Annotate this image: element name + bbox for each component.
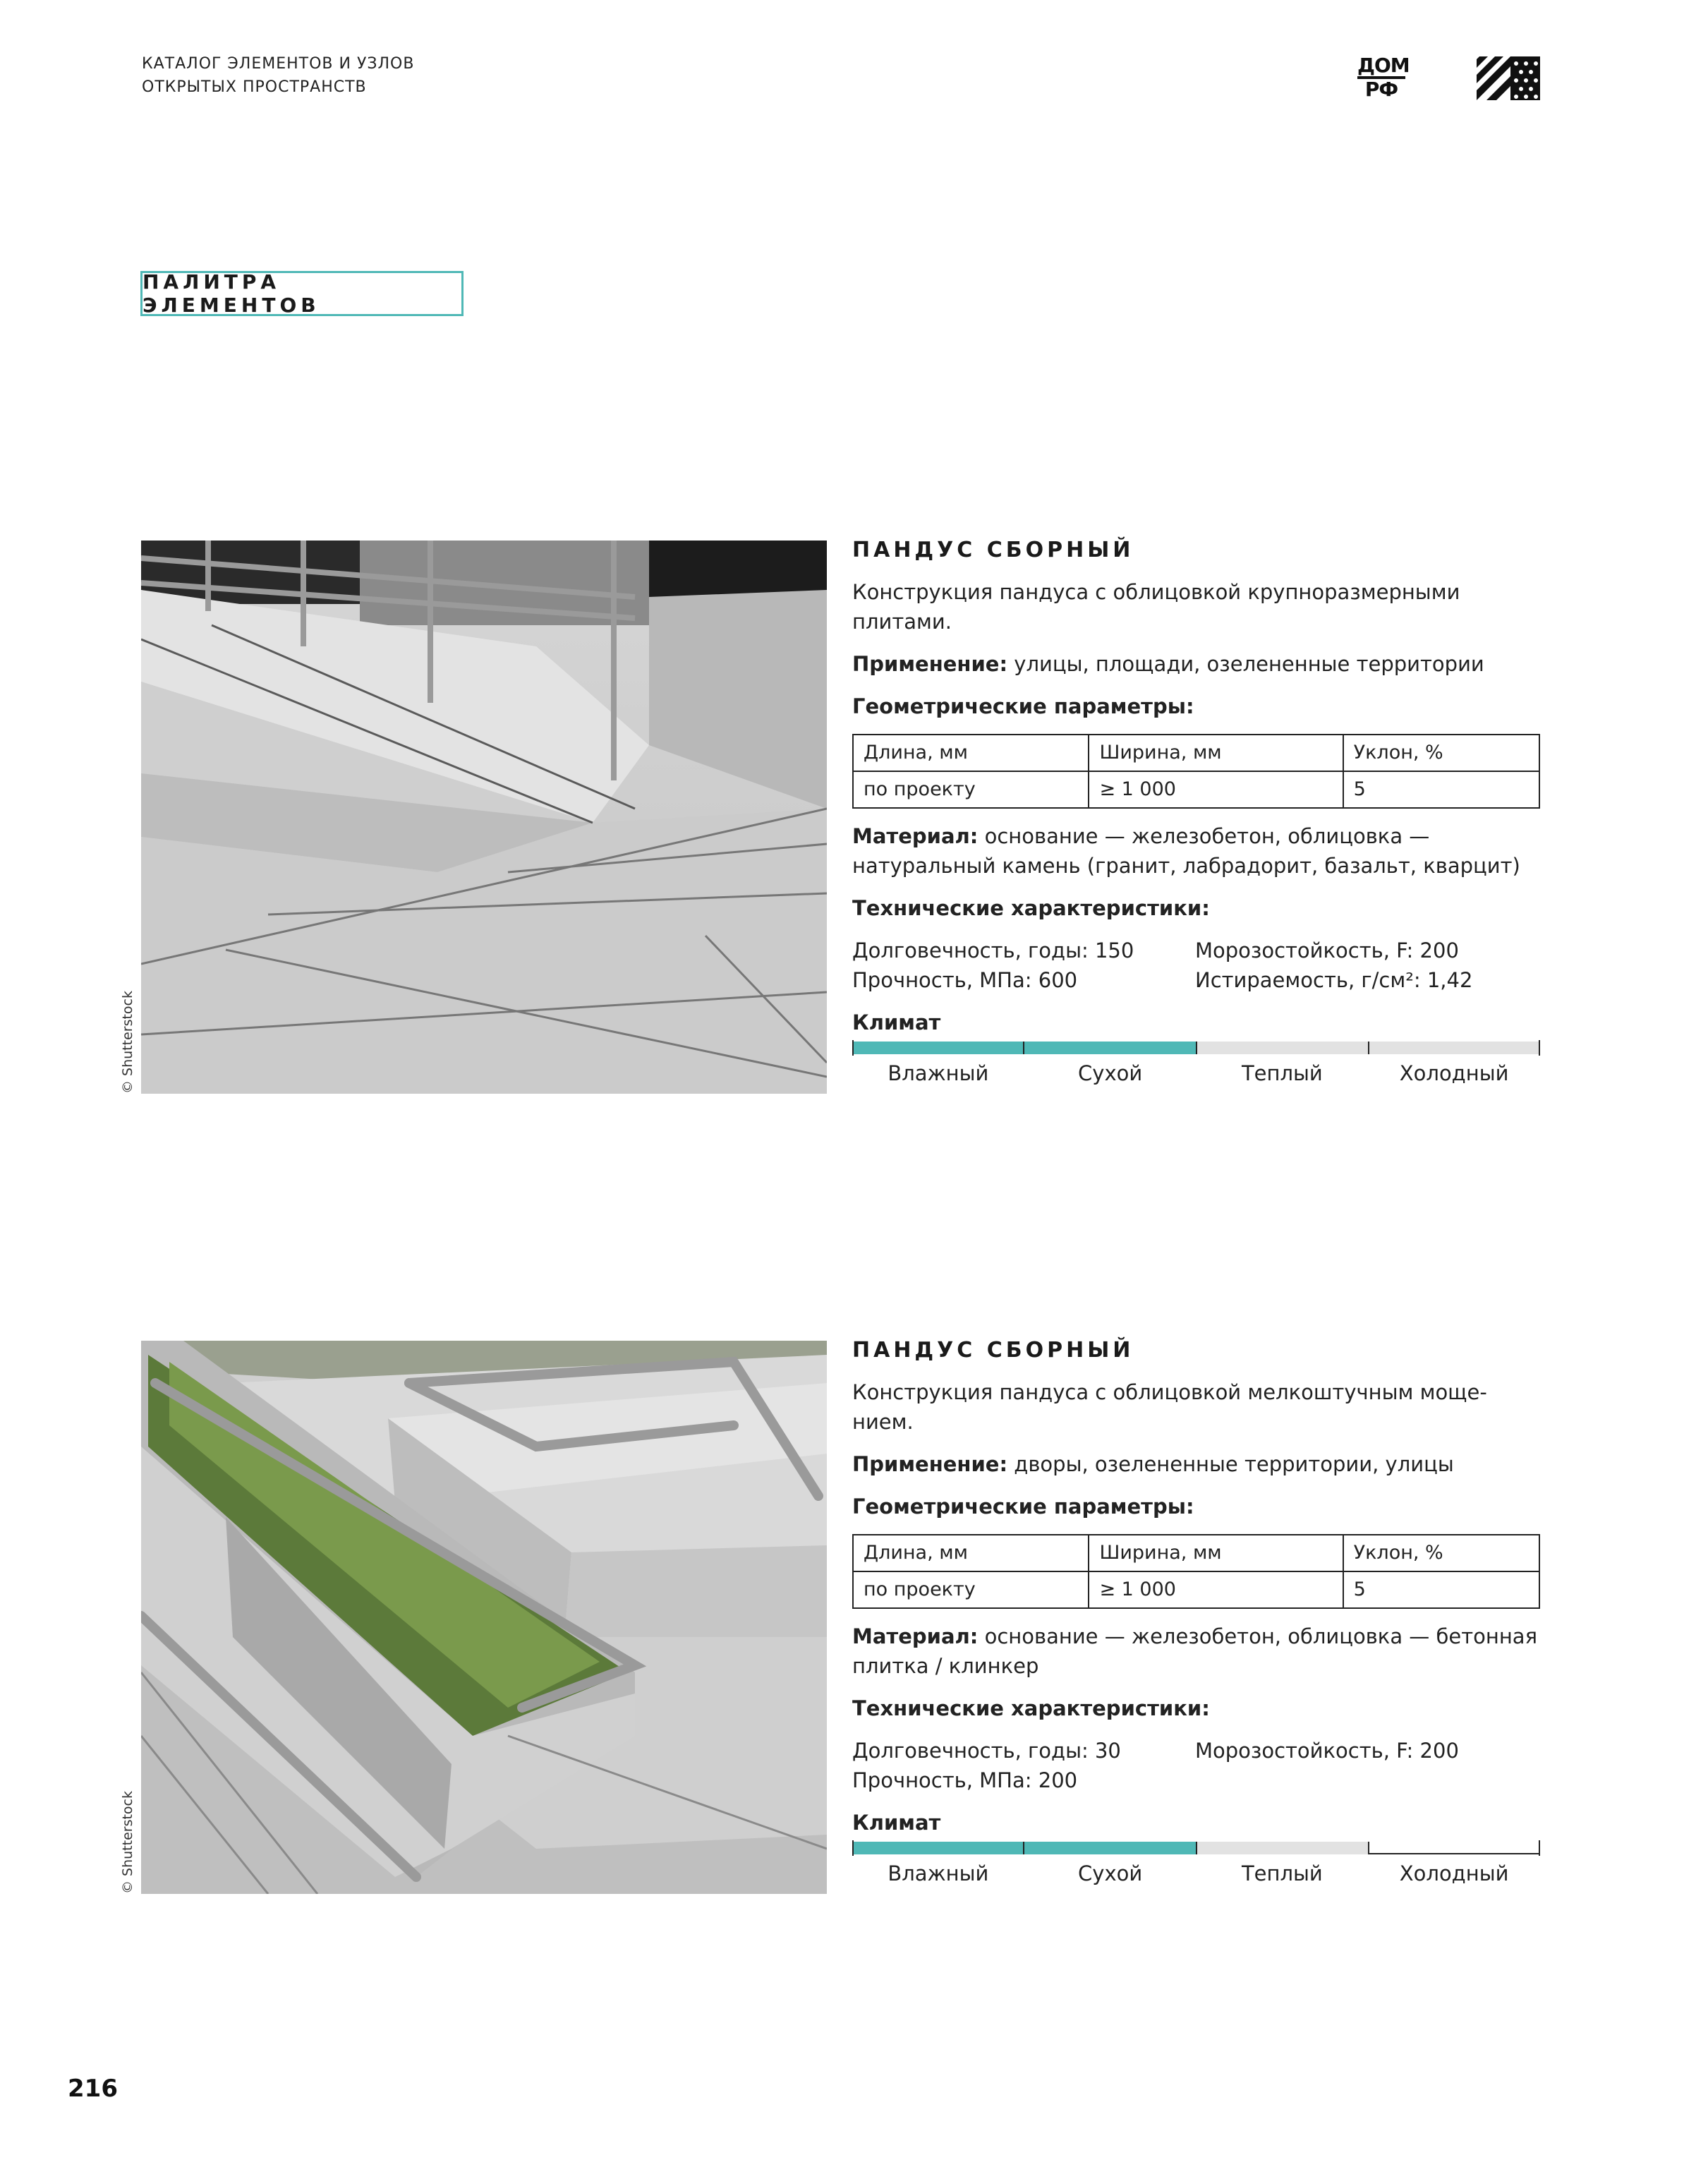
climate-segment-humid (852, 1842, 1023, 1854)
table-cell-slope: 5 (1343, 1571, 1539, 1608)
item-card (852, 1336, 1540, 1888)
catalog-title (142, 52, 414, 99)
climate-label-cold: Холодный (1399, 1061, 1509, 1085)
climate-segment-warm (1196, 1042, 1368, 1054)
logo-line2: РФ (1364, 78, 1398, 101)
spec-strength: Прочность, МПа: 600 (852, 968, 1078, 992)
spec-frost: Морозостойкость, F: 200 (1195, 938, 1459, 962)
spec-empty (1195, 1765, 1540, 1795)
climate-segment-dry (1023, 1842, 1195, 1854)
climate-label-cold: Холодный (1399, 1861, 1509, 1885)
table-header-length: Длина, мм (853, 735, 1089, 771)
tech-specs (852, 1736, 1540, 1795)
geometry-heading: Геометрические параметры: (852, 694, 1194, 718)
climate-heading: Климат (852, 1010, 941, 1034)
table-row (853, 735, 1539, 771)
material-label: Материал: (852, 824, 979, 848)
table-header-length: Длина, мм (853, 1535, 1089, 1571)
table-cell-length: по проекту (853, 1571, 1089, 1608)
photo-planter-ramp (141, 1341, 827, 1894)
catalog-title-line1: КАТАЛОГ ЭЛЕМЕНТОВ И УЗЛОВ (142, 55, 415, 73)
climate-label-warm: Теплый (1241, 1861, 1323, 1885)
photo-granite-ramp (141, 541, 827, 1094)
tech-heading: Технические характеристики: (852, 1696, 1210, 1720)
table-header-width: Ширина, мм (1089, 1535, 1343, 1571)
climate-segment-dry (1023, 1042, 1195, 1054)
item-card (852, 536, 1540, 1088)
page-number: 216 (68, 2075, 118, 2103)
pattern-logo-icon (1477, 56, 1540, 100)
table-header-slope: Уклон, % (1343, 1535, 1539, 1571)
spec-frost: Морозостойкость, F: 200 (1195, 1739, 1459, 1763)
item-application (852, 649, 1540, 679)
climate-label-humid: Влажный (888, 1861, 989, 1885)
spec-strength: Прочность, МПа: 200 (852, 1768, 1078, 1792)
table-row (853, 771, 1539, 808)
material-value: основание — железобетон, облицовка — бетонная плитка / клинкер (852, 1624, 1538, 1678)
logo-line1: ДОМ (1357, 55, 1405, 79)
material-label: Материал: (852, 1624, 979, 1648)
climate-segment-humid (852, 1042, 1023, 1054)
item-title: ПАНДУС СБОРНЫЙ (852, 538, 1134, 562)
dom-rf-logo (1357, 54, 1410, 102)
table-header-slope: Уклон, % (1343, 735, 1539, 771)
climate-label-dry: Сухой (1078, 1061, 1143, 1085)
section-label: ПАЛИТРА ЭЛЕМЕНТОВ (140, 271, 464, 316)
application-value: дворы, озелененные территории, улицы (1007, 1452, 1454, 1476)
application-label: Применение: (852, 652, 1008, 676)
spec-durability: Долговечность, годы: 150 (852, 938, 1134, 962)
catalog-title-line2: ОТКРЫТЫХ ПРОСТРАНСТВ (142, 78, 367, 96)
tech-heading: Технические характеристики: (852, 896, 1210, 920)
climate-labels (852, 1859, 1540, 1888)
climate-bar (852, 1840, 1540, 1856)
climate-labels (852, 1058, 1540, 1088)
table-row (853, 1571, 1539, 1608)
item-description: Конструкция пандуса с облицовкой мелкоштучным моще-нием. (852, 1380, 1487, 1434)
spec-durability: Долговечность, годы: 30 (852, 1739, 1121, 1763)
table-cell-length: по проекту (853, 771, 1089, 808)
item-description: Конструкция пандуса с облицовкой крупноразмерными плитами. (852, 580, 1460, 634)
application-label: Применение: (852, 1452, 1008, 1476)
photo-credit: © Shutterstock (120, 990, 135, 1094)
climate-bar (852, 1040, 1540, 1056)
item-material (852, 821, 1540, 881)
application-value: улицы, площади, озелененные территории (1007, 652, 1484, 676)
climate-heading: Климат (852, 1811, 941, 1835)
table-header-width: Ширина, мм (1089, 735, 1343, 771)
photo-credit: © Shutterstock (120, 1790, 135, 1894)
climate-segment-warm (1196, 1842, 1368, 1854)
climate-segment-cold (1368, 1042, 1540, 1054)
table-cell-slope: 5 (1343, 771, 1539, 808)
climate-label-dry: Сухой (1078, 1861, 1143, 1885)
geometry-heading: Геометрические параметры: (852, 1495, 1194, 1519)
table-cell-width: ≥ 1 000 (1089, 771, 1343, 808)
item-material (852, 1622, 1540, 1681)
table-row (853, 1535, 1539, 1571)
table-cell-width: ≥ 1 000 (1089, 1571, 1343, 1608)
climate-label-humid: Влажный (888, 1061, 989, 1085)
climate-segment-cold (1368, 1842, 1540, 1854)
tech-specs (852, 936, 1540, 995)
geometry-table (852, 1534, 1540, 1609)
geometry-table (852, 734, 1540, 809)
climate-label-warm: Теплый (1241, 1061, 1323, 1085)
spec-abrasion: Истираемость, г/см²: 1,42 (1195, 968, 1473, 992)
material-value: основание — железобетон, облицовка — натуральный камень (гранит, лабрадорит, базальт, кварцит) (852, 824, 1520, 878)
item-title: ПАНДУС СБОРНЫЙ (852, 1338, 1134, 1363)
item-application (852, 1449, 1540, 1479)
